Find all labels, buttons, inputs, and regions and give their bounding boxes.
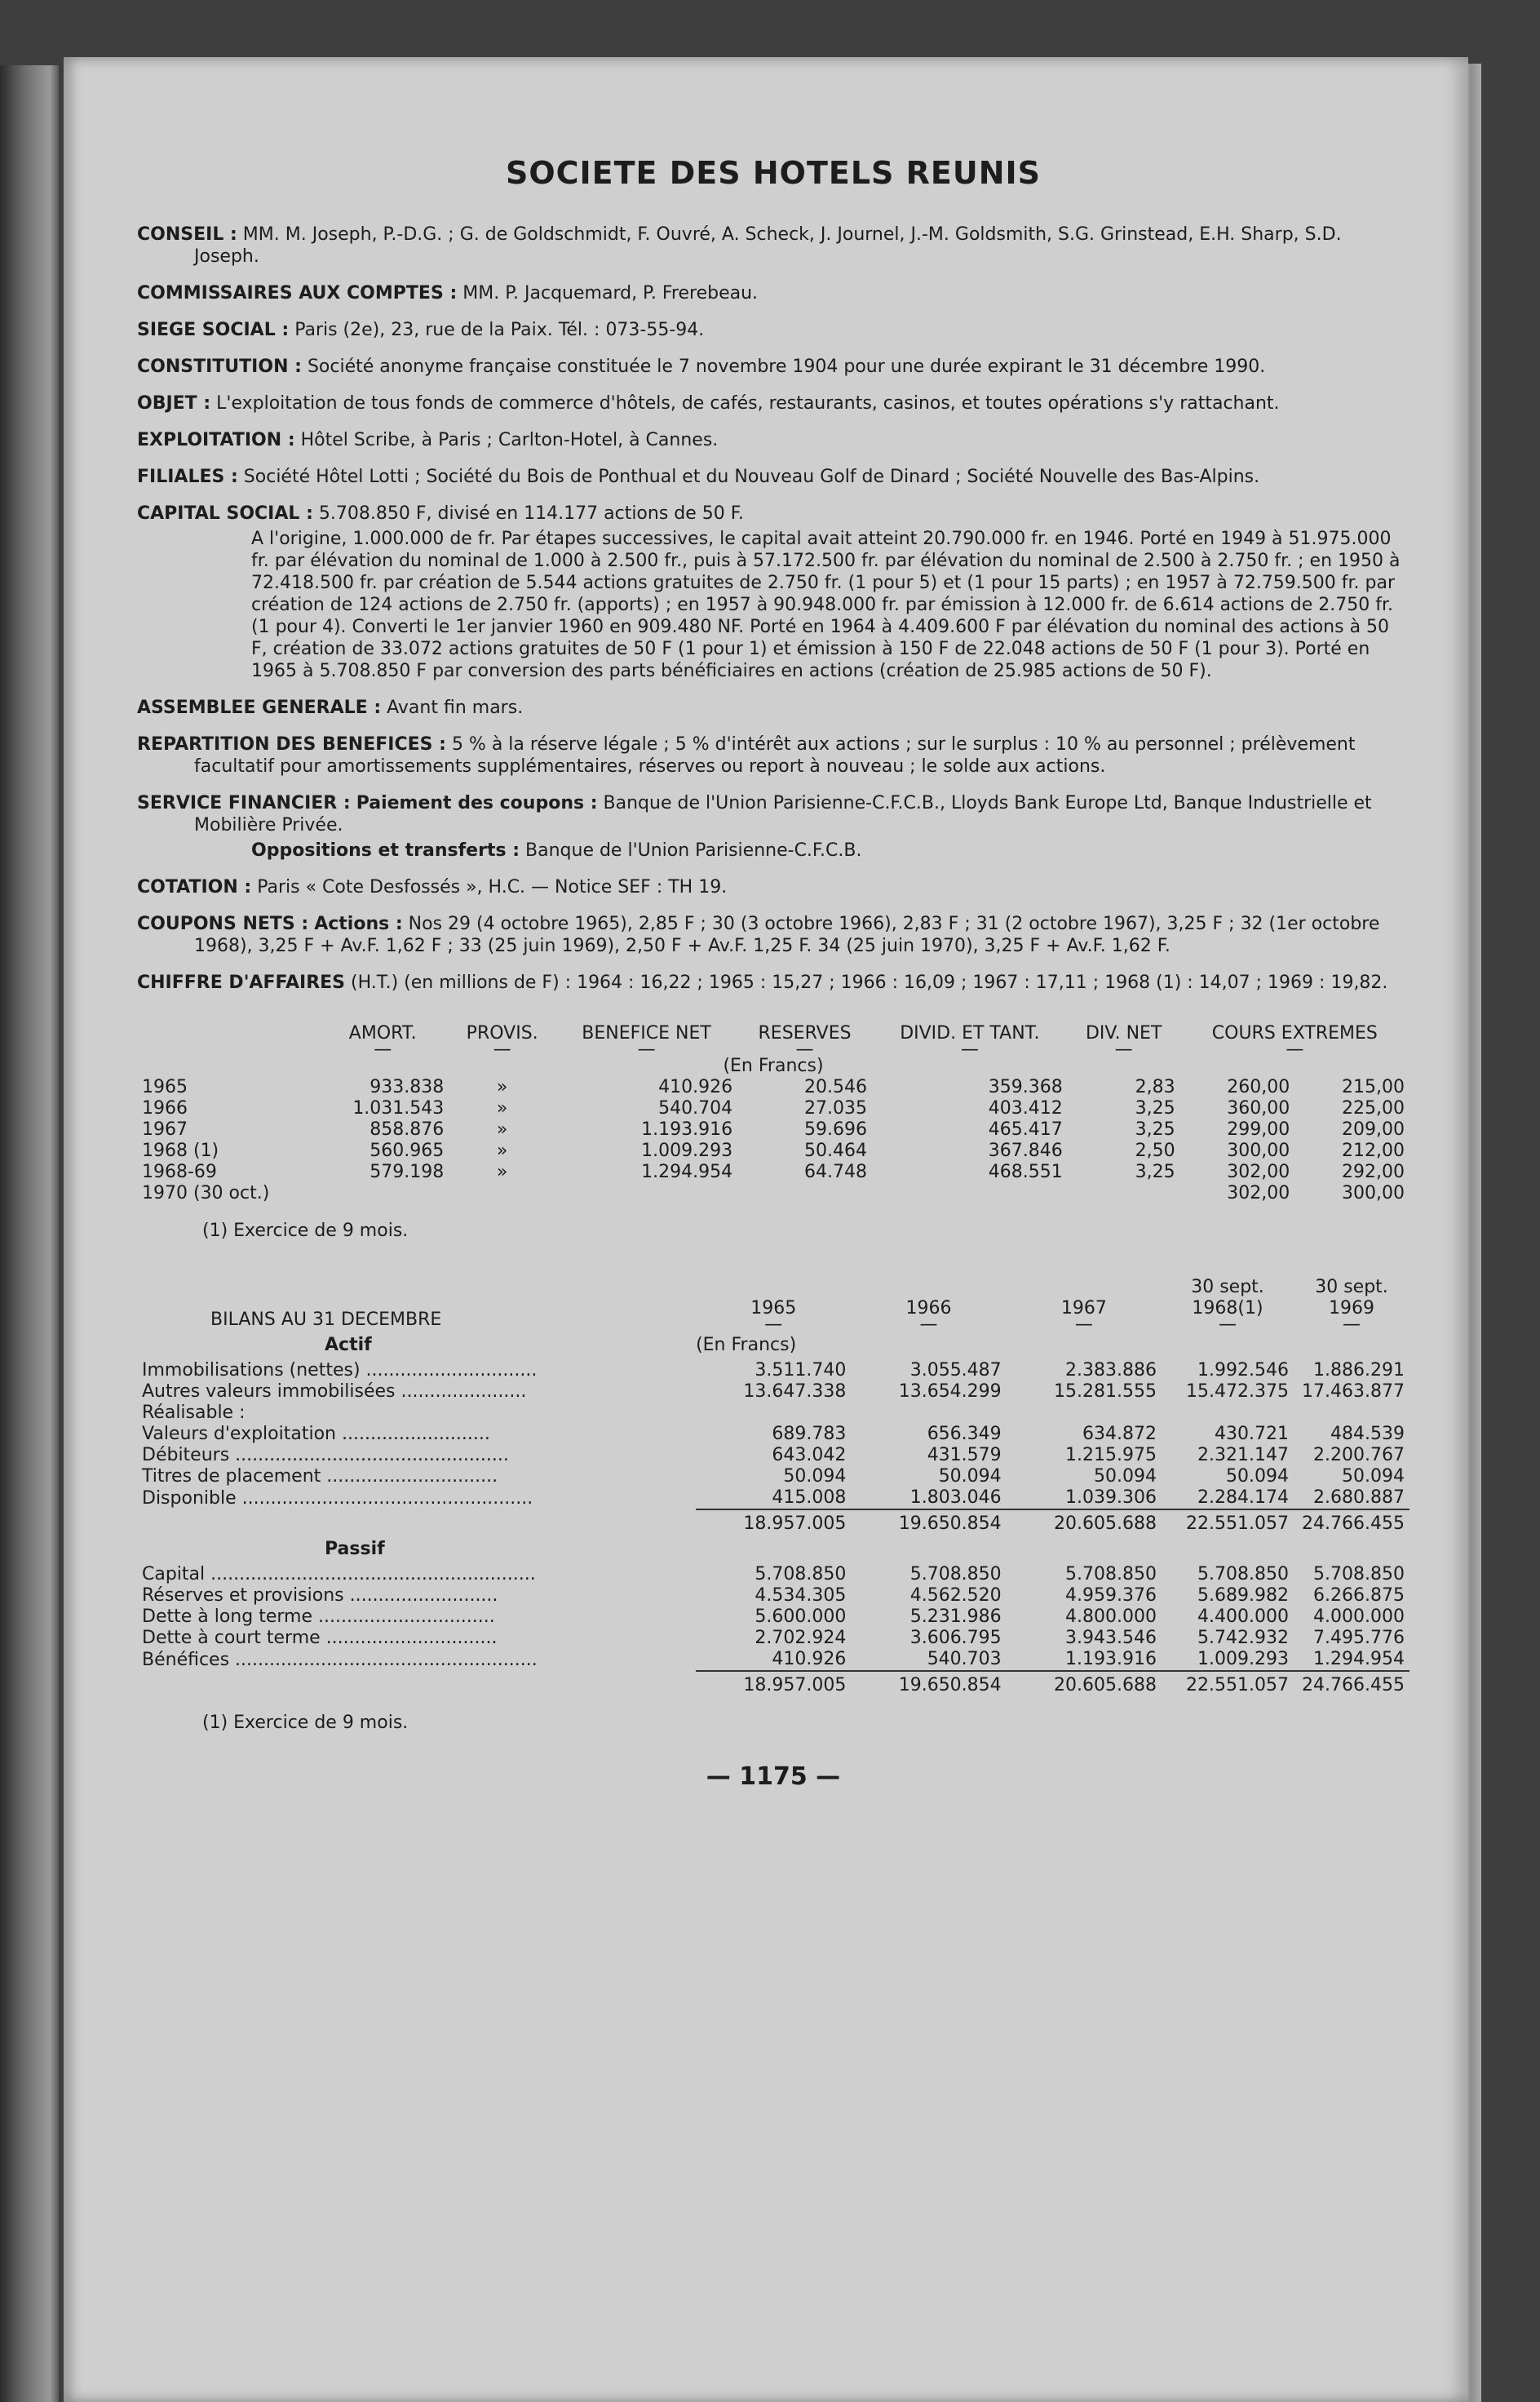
results-header-amort: AMORT. — [348,1023,417,1060]
balance-cell: 13.647.338 [743,1381,847,1402]
balance-cell: 2.321.147 [1197,1445,1289,1465]
balance-cell: 410.926 [772,1649,847,1669]
results-header-provis: PROVIS. — [466,1023,538,1060]
balance-cell: 5.742.932 [1197,1628,1289,1648]
balance-passif-total [137,1671,1409,1696]
balance-row-label [137,1671,696,1696]
balance-cell: 2.284.174 [1197,1487,1289,1508]
objet-label: OBJET : [137,393,211,414]
balance-cell: 484.539 [1330,1424,1405,1444]
results-cell: 3,25 [1135,1119,1175,1140]
chiffre-text: (H.T.) (en millions de F) : 1964 : 16,22 ; 1965 : 15,27 ; 1966 : 16,09 ; 1967 : 17,11 ; 1968 (1) : 14,07 ; 1969 : 19,82. [351,973,1388,993]
results-cell: 1966 [142,1098,188,1119]
exploitation-label: EXPLOITATION : [137,430,295,450]
objet-entry [137,392,1409,414]
results-cell: 299,00 [1227,1119,1290,1140]
assemblee-entry [137,697,1409,719]
results-cell: 1967 [142,1119,188,1140]
page-title: SOCIETE DES HOTELS REUNIS [505,155,1042,191]
balance-cell: 4.400.000 [1197,1607,1289,1627]
balance-title: BILANS AU 31 DECEMBRE [210,1310,442,1330]
balance-cell: 1.215.975 [1065,1445,1157,1465]
service-transfers-label: Oppositions et transferts : [251,840,520,861]
balance-cell: 3.055.487 [909,1360,1002,1380]
balance-row-label: Réserves et provisions .......................... [142,1585,498,1606]
results-cell: 64.748 [804,1162,867,1182]
coupons-label: COUPONS NETS : [137,914,309,934]
balance-cell: 4.959.376 [1065,1585,1157,1606]
results-cell: 1968 (1) [142,1141,219,1161]
balance-body [137,1331,1409,1696]
results-cell: 27.035 [804,1098,867,1119]
results-header-row [137,1023,1409,1056]
commissaires-entry [137,282,1409,304]
results-cell: 1968-69 [142,1162,217,1182]
results-note: (1) Exercice de 9 mois. [202,1221,409,1241]
results-cell [1068,1183,1180,1204]
results-row [137,1098,1409,1119]
balance-row-label: Dette à court terme .............................. [142,1628,498,1648]
balance-cell [1294,1403,1409,1424]
results-row [137,1141,1409,1162]
balance-cell: 17.463.877 [1302,1381,1405,1402]
balance-passif-row [137,1607,1409,1628]
results-cell: 209,00 [1342,1119,1405,1140]
balance-col-1967: 1967 — [1060,1298,1107,1335]
balance-row-label [137,1509,696,1535]
balance-cell: 3.606.795 [909,1628,1002,1648]
constitution-entry [137,356,1409,378]
cotation-text: Paris « Cote Desfossés », H.C. — Notice SEF : TH 19. [257,877,728,897]
balance-cell: 5.708.850 [755,1564,847,1584]
balance-row-label: Dette à long terme ............................... [142,1607,495,1627]
actif-label: Actif [325,1335,372,1355]
balance-table [137,1277,1409,1696]
balance-cell: 19.650.854 [851,1671,1006,1696]
results-cell [316,1183,449,1204]
results-cell: 540.704 [658,1098,733,1119]
constitution-text: Société anonyme française constituée le 7 novembre 1904 pour une durée expirant le 31 décembre 1990. [307,357,1266,377]
results-cell: 215,00 [1342,1077,1405,1097]
balance-actif-row [137,1381,1409,1403]
balance-cell: 1.294.954 [1313,1649,1405,1669]
results-cell: 1.193.916 [641,1119,733,1140]
chiffre-entry [137,972,1409,994]
balance-cell: 20.605.688 [1007,1509,1162,1535]
balance-cell: 4.562.520 [909,1585,1002,1606]
results-cell: » [496,1141,508,1161]
results-cell: » [496,1077,508,1097]
passif-label: Passif [325,1539,385,1559]
balance-actif-head [137,1331,1409,1360]
coupons-sub-label: Actions : [314,914,403,934]
results-cell [555,1183,737,1204]
balance-cell: 6.266.875 [1313,1585,1405,1606]
results-cell: 1970 (30 oct.) [142,1183,270,1203]
balance-cell: 1.039.306 [1065,1487,1157,1508]
siege-label: SIEGE SOCIAL : [137,320,290,340]
capital-details: A l'origine, 1.000.000 de fr. Par étapes successives, le capital avait atteint 20.790.000 fr. en 1946. Porté en 1949 à 51.975.000 fr. par élévation du nominal de 1.000 à 2.500 fr., puis à 57.172.500 fr. par élévation du nominal de 2.500 à 2.750 fr. ; en 1950 à 72.418.500 fr. par création de 5.544 actions gratuites de 2.750 fr. (1 pour 5) et (1 pour 15 parts) ; en 1957 à 72.759.500 fr. par création de 124 actions de 2.750 fr. (apports) ; en 1957 à 90.948.000 fr. par émission à 12.000 fr. de 6.614 actions de 2.750 fr. (1 pour 4). Converti le 1er janvier 1960 en 909.480 NF. Porté en 1964 à 4.409.600 F par élévation du nominal des actions à 50 F, création de 33.072 actions gratuites de 50 F (1 pour 1) et émission à 150 F de 22.048 actions de 50 F (1 pour 3). Porté en 1965 à 5.708.850 F par conversion des parts bénéficiaires en actions (création de 25.985 actions de 50 F). [251,529,1401,681]
balance-cell: 689.783 [772,1424,847,1444]
left-page-edge [0,65,59,2402]
coupons-entry [137,913,1409,957]
results-cell: 292,00 [1342,1162,1405,1182]
filiales-text: Société Hôtel Lotti ; Société du Bois de Ponthual et du Nouveau Golf de Dinard ; Société Nouvelle des Bas-Alpins. [243,467,1260,487]
results-cell [449,1183,555,1204]
repartition-text: 5 % à la réserve légale ; 5 % d'intérêt aux actions ; sur le surplus : 10 % au personnel ; prélèvement facultatif pour amortissements supplémentaires, réserves ou report à nouveau ; le solde aux actions. [194,734,1356,777]
results-cell: 20.546 [804,1077,867,1097]
balance-cell: 4.534.305 [755,1585,847,1606]
balance-row-label: Bénéfices ..................................................... [142,1649,538,1670]
balance-cell: 18.957.005 [696,1671,851,1696]
results-header-divid: DIVID. ET TANT. — [900,1023,1040,1060]
balance-cell: 431.579 [927,1445,1002,1465]
results-row [137,1077,1409,1098]
balance-cell: 20.605.688 [1007,1671,1162,1696]
balance-cell: 540.703 [927,1649,1002,1669]
results-cell: 403.412 [988,1098,1063,1119]
results-row [137,1162,1409,1183]
balance-cell: 4.800.000 [1065,1607,1157,1627]
page-content [137,155,1409,1791]
balance-header-row [137,1277,1409,1331]
results-cell: 300,00 [1342,1183,1405,1203]
exploitation-text: Hôtel Scribe, à Paris ; Carlton-Hotel, à Cannes. [300,430,719,450]
results-cell: 302,00 [1227,1162,1290,1182]
balance-cell: 13.654.299 [898,1381,1002,1402]
balance-cell: 50.094 [938,1466,1002,1487]
results-cell [737,1183,872,1204]
balance-cell: 19.650.854 [851,1509,1006,1535]
results-cell: 1.294.954 [641,1162,733,1182]
repartition-entry [137,733,1409,778]
balance-row-label: Disponible ................................................... [142,1487,533,1509]
results-cell: 300,00 [1227,1141,1290,1161]
service-label: SERVICE FINANCIER : [137,793,351,813]
balance-cell: 5.231.986 [909,1607,1002,1627]
balance-cell: 24.766.455 [1294,1509,1409,1535]
results-header-divnet: DIV. NET — [1085,1023,1162,1060]
balance-cell: 415.008 [772,1487,847,1508]
balance-cell: 1.992.546 [1197,1360,1289,1380]
balance-passif-head [137,1535,1409,1564]
balance-cell: 5.708.850 [1065,1564,1157,1584]
results-cell: 1.031.543 [352,1098,445,1119]
balance-cell: 656.349 [927,1424,1002,1444]
balance-cell: 5.600.000 [755,1607,847,1627]
balance-row-label: Titres de placement .............................. [142,1466,498,1487]
balance-note: (1) Exercice de 9 mois. [202,1713,409,1733]
balance-cell: 430.721 [1215,1424,1289,1444]
results-row [137,1119,1409,1141]
results-table [137,1023,1409,1204]
balance-cell: 3.943.546 [1065,1628,1157,1648]
results-cell: 2,50 [1135,1141,1175,1161]
results-cell: 302,00 [1227,1183,1290,1203]
results-cell: 465.417 [988,1119,1063,1140]
siege-text: Paris (2e), 23, rue de la Paix. Tél. : 073-55-94. [294,320,705,340]
repartition-label: REPARTITION DES BENEFICES : [137,734,446,755]
assemblee-label: ASSEMBLEE GENERALE : [137,698,382,718]
results-cell: 2,83 [1135,1077,1175,1097]
balance-cell: 2.383.886 [1065,1360,1157,1380]
results-unit: (En Francs) [723,1056,824,1076]
balance-row-label: Autres valeurs immobilisées ...................... [142,1381,527,1402]
balance-cell: 18.957.005 [696,1509,851,1535]
chiffre-label: CHIFFRE D'AFFAIRES [137,973,346,993]
results-cell: » [496,1162,508,1182]
balance-col-1968: 30 sept. 1968(1) — [1191,1277,1264,1335]
service-transfers-text: Banque de l'Union Parisienne-C.F.C.B. [525,840,862,861]
balance-cell: 643.042 [772,1445,847,1465]
balance-passif-row [137,1628,1409,1649]
balance-cell: 1.193.916 [1065,1649,1157,1669]
balance-row-label: Capital ......................................................... [142,1564,536,1584]
balance-cell: 634.872 [1082,1424,1157,1444]
capital-text: 5.708.850 F, divisé en 114.177 actions de 50 F. [318,503,744,524]
results-cell: 3,25 [1135,1098,1175,1119]
balance-passif-row [137,1649,1409,1671]
balance-cell: 2.200.767 [1313,1445,1405,1465]
balance-cell [1162,1403,1294,1424]
siege-entry [137,319,1409,341]
balance-cell: 15.472.375 [1186,1381,1289,1402]
results-cell: 59.696 [804,1119,867,1140]
results-cell: 225,00 [1342,1098,1405,1119]
balance-cell [696,1403,851,1424]
service-transfers [194,840,1409,862]
balance-cell: 1.803.046 [909,1487,1002,1508]
balance-actif-row [137,1487,1409,1509]
balance-cell: 4.000.000 [1313,1607,1405,1627]
document-page [64,57,1468,2402]
balance-cell: 2.702.924 [755,1628,847,1648]
results-cell: 410.926 [658,1077,733,1097]
results-cell: 359.368 [988,1077,1063,1097]
commissaires-label: COMMISSAIRES AUX COMPTES : [137,283,458,304]
filiales-entry [137,466,1409,488]
balance-cell: 2.680.887 [1313,1487,1405,1508]
exploitation-entry [137,429,1409,451]
page-number: — 1175 — [706,1762,841,1791]
balance-actif-row [137,1445,1409,1466]
results-cell: 1.009.293 [641,1141,733,1161]
results-cell: » [496,1119,508,1140]
balance-cell: 5.689.982 [1197,1585,1289,1606]
conseil-entry [137,224,1409,268]
balance-passif-row [137,1585,1409,1607]
balance-cell [851,1403,1006,1424]
results-row [137,1183,1409,1204]
results-cell: 260,00 [1227,1077,1290,1097]
service-coupons-text: Banque de l'Union Parisienne-C.F.C.B., Lloyds Bank Europe Ltd, Banque Industrielle et Mobilière Privée. [194,793,1372,835]
results-header-cours: COURS EXTREMES — [1211,1023,1378,1060]
conseil-label: CONSEIL : [137,224,237,245]
results-cell: 579.198 [370,1162,445,1182]
results-cell: 468.551 [988,1162,1063,1182]
balance-row-label: Valeurs d'exploitation .......................... [142,1424,490,1444]
results-cell: 858.876 [370,1119,445,1140]
results-header-benefice: BENEFICE NET — [582,1023,711,1060]
balance-row-label: Immobilisations (nettes) .............................. [142,1360,538,1380]
balance-cell: 1.009.293 [1197,1649,1289,1669]
balance-col-1965: 1965 — [750,1298,797,1335]
balance-cell: 5.708.850 [1313,1564,1405,1584]
conseil-text: MM. M. Joseph, P.-D.G. ; G. de Goldschmidt, F. Ouvré, A. Scheck, J. Journel, J.-M. Goldsmith, S.G. Grinstead, E.H. Sharp, S.D. Joseph. [194,224,1342,267]
results-cell [872,1183,1068,1204]
commissaires-text: MM. P. Jacquemard, P. Frerebeau. [462,283,759,304]
filiales-label: FILIALES : [137,467,238,487]
service-entry [137,792,1409,862]
balance-row-label: Débiteurs ................................................ [142,1445,509,1465]
balance-actif-row [137,1424,1409,1445]
balance-cell: 50.094 [1342,1466,1405,1487]
objet-text: L'exploitation de tous fonds de commerce d'hôtels, de cafés, restaurants, casinos, et toutes opérations s'y rattachant. [216,393,1280,414]
balance-unit: (En Francs) [696,1335,797,1355]
balance-cell: 22.551.057 [1162,1671,1294,1696]
balance-cell: 1.886.291 [1313,1360,1405,1380]
balance-cell: 15.281.555 [1054,1381,1157,1402]
assemblee-text: Avant fin mars. [387,698,524,718]
balance-cell: 50.094 [1094,1466,1157,1487]
constitution-label: CONSTITUTION : [137,357,302,377]
results-unit-row [137,1056,1409,1077]
coupons-text: Nos 29 (4 octobre 1965), 2,85 F ; 30 (3 octobre 1966), 2,83 F ; 31 (2 octobre 1967), 3,25 F ; 32 (1er octobre 1968), 3,25 F + Av.F. 1,62 F ; 33 (25 juin 1969), 2,50 F + Av.F. 1,25 F. 34 (25 juin 1970), 3,25 F + Av.F. 1,62 F. [194,914,1380,956]
balance-cell [1007,1403,1162,1424]
balance-passif-row [137,1564,1409,1585]
results-cell: 360,00 [1227,1098,1290,1119]
results-cell: 560.965 [370,1141,445,1161]
balance-cell: 7.495.776 [1313,1628,1405,1648]
results-cell: 3,25 [1135,1162,1175,1182]
balance-cell: 3.511.740 [755,1360,847,1380]
balance-cell: 50.094 [783,1466,847,1487]
balance-col-1969: 30 sept. 1969 — [1315,1277,1388,1335]
balance-cell: 50.094 [1226,1466,1289,1487]
balance-cell: 5.708.850 [1197,1564,1289,1584]
balance-row-label: Réalisable : [142,1403,246,1423]
cotation-label: COTATION : [137,877,252,897]
results-body [137,1077,1409,1204]
cotation-entry [137,876,1409,898]
balance-actif-total [137,1509,1409,1535]
balance-cell: 5.708.850 [909,1564,1002,1584]
capital-label: CAPITAL SOCIAL : [137,503,313,524]
results-cell: 212,00 [1342,1141,1405,1161]
balance-actif-row [137,1466,1409,1487]
capital-entry [137,503,1409,682]
service-coupons-label: Paiement des coupons : [356,793,598,813]
balance-col-1966: 1966 — [905,1298,952,1335]
results-cell: 933.838 [370,1077,445,1097]
results-cell: 367.846 [988,1141,1063,1161]
results-header-reserves: RESERVES — [758,1023,852,1060]
balance-actif-row [137,1360,1409,1381]
balance-cell: 24.766.455 [1294,1671,1409,1696]
results-cell: 1965 [142,1077,188,1097]
balance-cell: 22.551.057 [1162,1509,1294,1535]
results-cell: » [496,1098,508,1119]
results-header-year [137,1023,316,1056]
balance-actif-row [137,1403,1409,1424]
results-cell: 50.464 [804,1141,867,1161]
